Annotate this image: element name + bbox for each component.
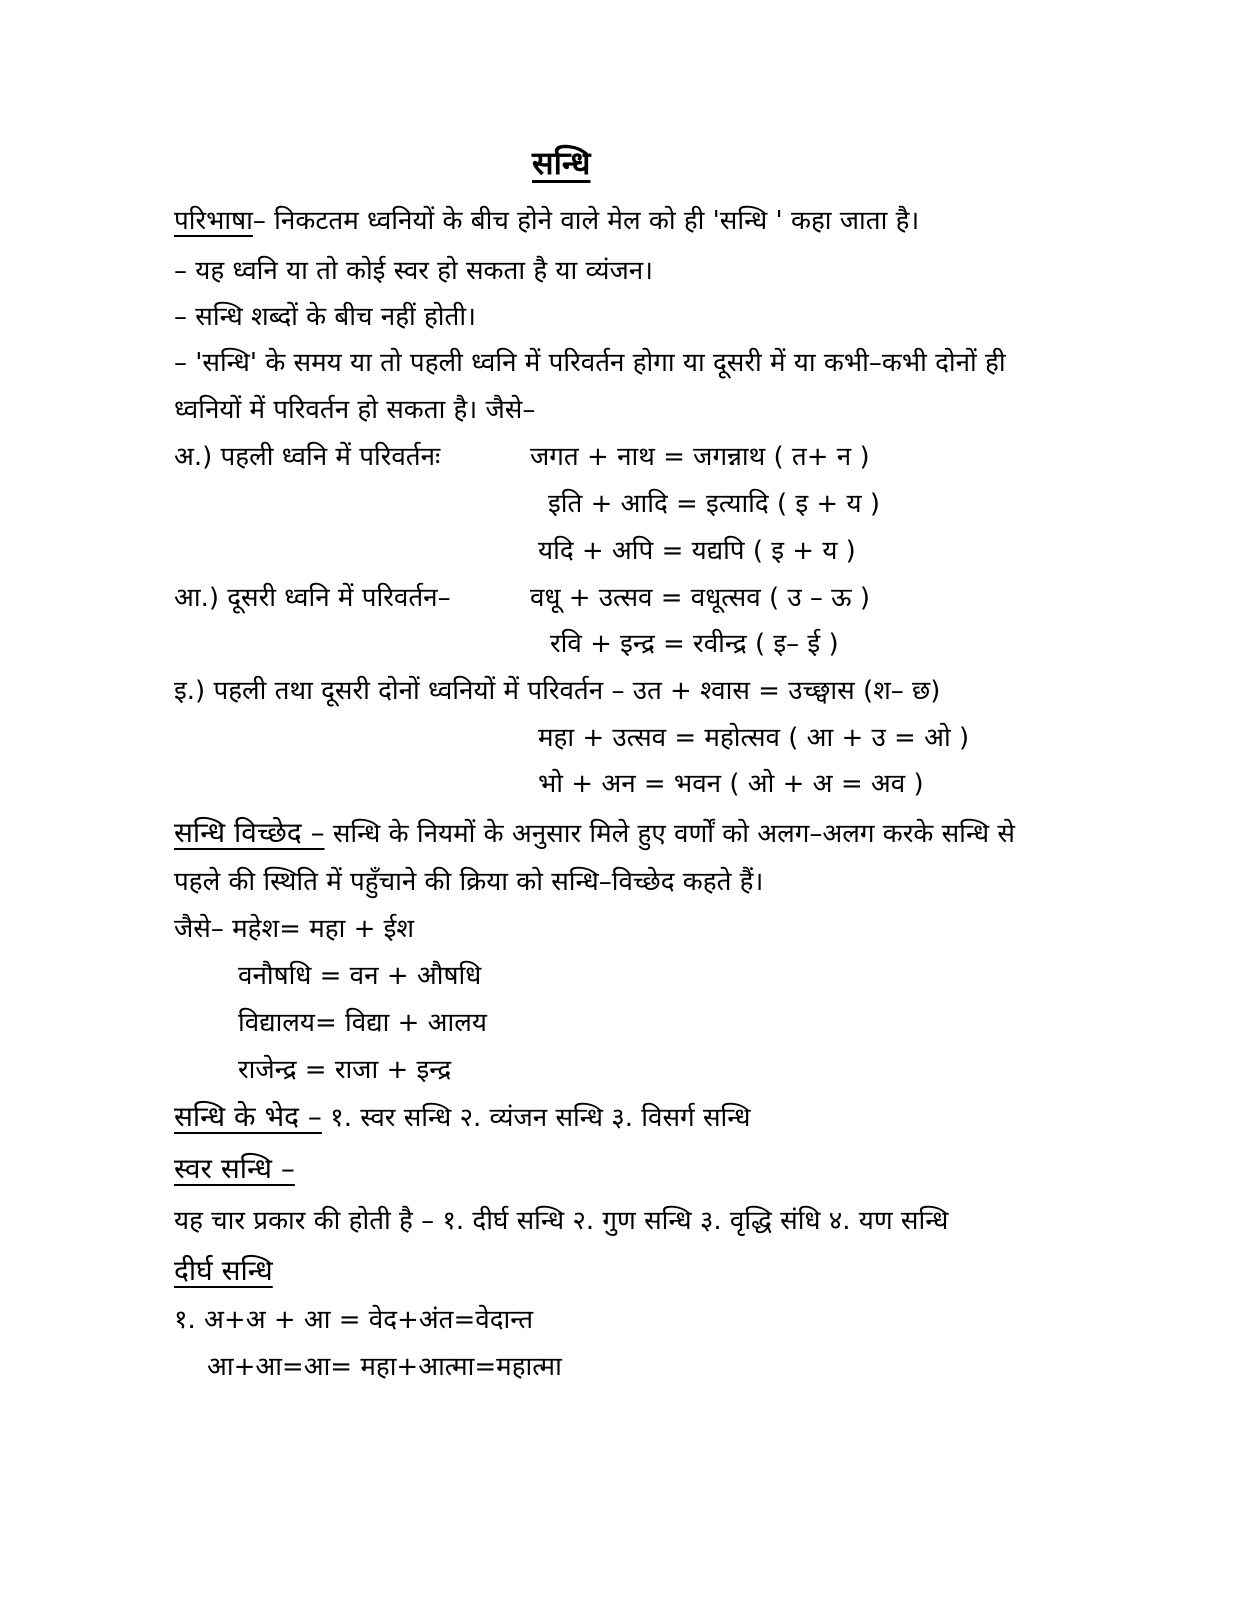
viched-text-2: पहले की स्थिति में पहुँचाने की क्रिया को सन्धि–विच्छेद कहते हैं।	[174, 867, 764, 897]
point-2: – सन्धि शब्दों के बीच नहीं होती।	[174, 302, 476, 332]
dirgh-example-1: १. अ+अ + आ = वेद+अंत=वेदान्त	[174, 1305, 534, 1335]
viched-text: सन्धि के नियमों के अनुसार मिले हुए वर्णों को अलग–अलग करके सन्धि से	[324, 819, 1015, 849]
change-both-example-2: भो + अन = भवन ( ओ + अ = अव )	[538, 769, 924, 799]
point-3: – 'सन्धि' के समय या तो पहली ध्वनि में परिवर्तन होगा या दूसरी में या कभी–कभी दोनों ही	[174, 348, 1006, 378]
change-second-example-2: रवि + इन्द्र = रवीन्द्र ( इ– ई )	[550, 629, 839, 659]
viched-line	[174, 816, 1015, 851]
change-first-label: अ.) पहली ध्वनि में परिवर्तनः	[174, 442, 441, 472]
point-1: – यह ध्वनि या तो कोई स्वर हो सकता है या व्यंजन।	[174, 256, 654, 286]
change-second-example-1: वधू + उत्सव = वधूत्सव ( उ – ऊ )	[530, 583, 870, 613]
dirgh-label: दीर्घ सन्धि	[174, 1254, 273, 1287]
change-second-label: आ.) दूसरी ध्वनि में परिवर्तन–	[174, 583, 451, 613]
viched-example-4: राजेन्द्र = राजा + इन्द्र	[238, 1055, 452, 1085]
change-first-example-1: जगत + नाथ = जगन्नाथ ( त+ न )	[530, 442, 870, 472]
change-both-example-1: महा + उत्सव = महोत्सव ( आ + उ = ओ )	[538, 723, 970, 753]
change-first-example-3: यदि + अपि = यद्यपि ( इ + य )	[538, 536, 856, 566]
viched-example-2: वनौषधि = वन + औषधि	[238, 961, 482, 991]
viched-label: सन्धि विच्छेद –	[174, 816, 325, 849]
types-label: सन्धि के भेद –	[174, 1100, 322, 1133]
swar-label: स्वर सन्धि –	[174, 1152, 295, 1185]
definition-line	[174, 204, 919, 238]
change-both-label: इ.) पहली तथा दूसरी दोनों ध्वनियों में परिवर्तन – उत + श्वास = उच्छ्वास (श– छ)	[174, 676, 941, 706]
viched-example-1: जैसे– महेश= महा + ईश	[174, 914, 415, 944]
point-4: ध्वनियों में परिवर्तन हो सकता है। जैसे–	[174, 395, 536, 425]
page-title: सन्धि	[532, 144, 591, 182]
types-text: १. स्वर सन्धि २. व्यंजन सन्धि ३. विसर्ग सन्धि	[321, 1103, 751, 1133]
viched-example-3: विद्यालय= विद्या + आलय	[238, 1008, 487, 1038]
definition-text: – निकटतम ध्वनियों के बीच होने वाले मेल को ही 'सन्धि ' कहा जाता है।	[252, 206, 920, 236]
change-first-example-2: इति + आदि = इत्यादि ( इ + य )	[548, 489, 880, 519]
types-line	[174, 1100, 750, 1135]
swar-text: यह चार प्रकार की होती है – १. दीर्घ सन्धि २. गुण सन्धि ३. वृद्धि संधि ४. यण सन्धि	[174, 1206, 949, 1236]
definition-label: परिभाषा	[174, 206, 253, 236]
dirgh-example-2: आ+आ=आ= महा+आत्मा=महात्मा	[207, 1352, 562, 1382]
